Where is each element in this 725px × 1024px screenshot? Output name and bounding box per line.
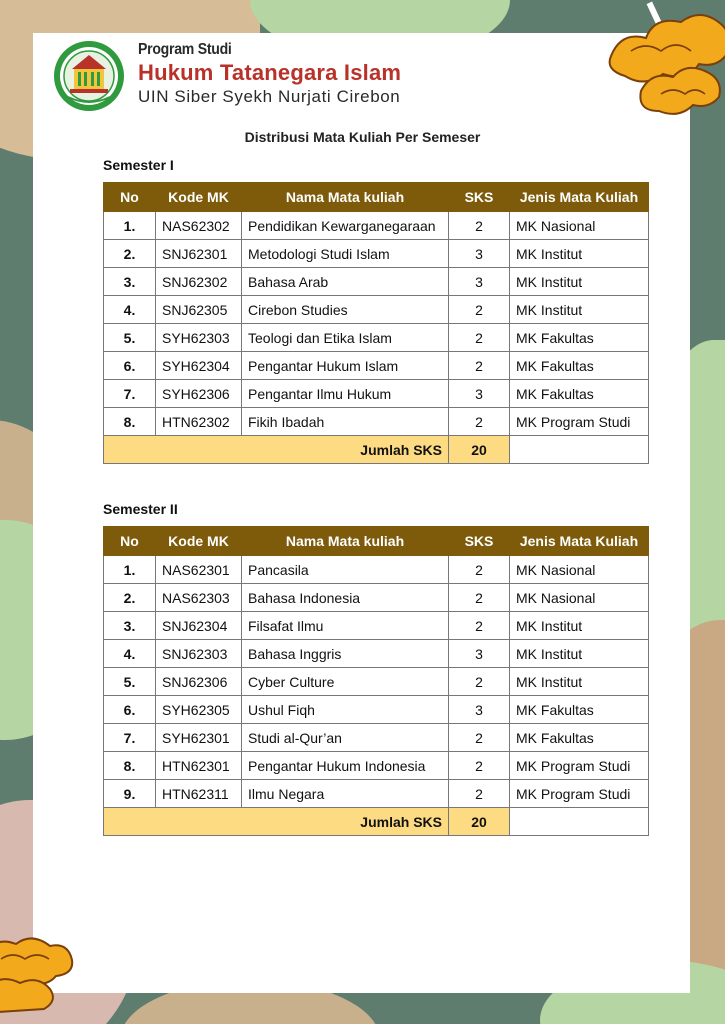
table-row <box>104 696 649 724</box>
cell-kode: NAS62303 <box>156 584 242 612</box>
column-header-kode: Kode MK <box>156 527 242 556</box>
cell-sks: 3 <box>449 268 510 296</box>
cell-kode: NAS62302 <box>156 212 242 240</box>
cell-nama: Pendidikan Kewarganegaraan <box>242 212 449 240</box>
cell-nama: Teologi dan Etika Islam <box>242 324 449 352</box>
total-row <box>104 436 649 464</box>
column-header-sks: SKS <box>449 527 510 556</box>
cell-jenis: MK Institut <box>510 640 649 668</box>
cell-nama: Bahasa Arab <box>242 268 449 296</box>
semester-1-table <box>103 182 649 464</box>
cell-kode: SYH62301 <box>156 724 242 752</box>
total-blank-cell <box>510 808 649 836</box>
table-row <box>104 240 649 268</box>
table-row <box>104 668 649 696</box>
cell-jenis: MK Fakultas <box>510 324 649 352</box>
cell-sks: 2 <box>449 724 510 752</box>
cell-jenis: MK Fakultas <box>510 696 649 724</box>
cell-sks: 2 <box>449 780 510 808</box>
column-header-jenis: Jenis Mata Kuliah <box>510 527 649 556</box>
table-row <box>104 640 649 668</box>
table-row <box>104 324 649 352</box>
cell-no: 3. <box>104 268 156 296</box>
cell-sks: 2 <box>449 612 510 640</box>
cloud-ornament-icon <box>591 6 725 131</box>
table-row <box>104 212 649 240</box>
table-row <box>104 296 649 324</box>
cell-no: 1. <box>104 556 156 584</box>
cell-jenis: MK Institut <box>510 668 649 696</box>
cell-nama: Filsafat Ilmu <box>242 612 449 640</box>
cell-kode: SNJ62304 <box>156 612 242 640</box>
cell-no: 6. <box>104 352 156 380</box>
cell-no: 8. <box>104 752 156 780</box>
cell-no: 6. <box>104 696 156 724</box>
cell-nama: Metodologi Studi Islam <box>242 240 449 268</box>
cell-nama: Bahasa Inggris <box>242 640 449 668</box>
cell-kode: SYH62305 <box>156 696 242 724</box>
cell-jenis: MK Institut <box>510 240 649 268</box>
cell-jenis: MK Nasional <box>510 556 649 584</box>
cell-nama: Pancasila <box>242 556 449 584</box>
cell-sks: 3 <box>449 380 510 408</box>
table-row <box>104 556 649 584</box>
cell-no: 5. <box>104 324 156 352</box>
column-header-nama: Nama Mata kuliah <box>242 183 449 212</box>
column-header-kode: Kode MK <box>156 183 242 212</box>
cell-no: 2. <box>104 240 156 268</box>
university-logo-icon <box>52 39 126 113</box>
cell-no: 8. <box>104 408 156 436</box>
cell-no: 4. <box>104 640 156 668</box>
cell-kode: SYH62303 <box>156 324 242 352</box>
table-row <box>104 612 649 640</box>
total-row <box>104 808 649 836</box>
cell-sks: 2 <box>449 668 510 696</box>
cell-jenis: MK Institut <box>510 268 649 296</box>
table-row <box>104 780 649 808</box>
semester-2-table <box>103 526 649 836</box>
cloud-ornament-icon <box>0 934 106 1014</box>
table-row <box>104 408 649 436</box>
cell-kode: NAS62301 <box>156 556 242 584</box>
cell-no: 5. <box>104 668 156 696</box>
cell-nama: Ilmu Negara <box>242 780 449 808</box>
cell-sks: 2 <box>449 752 510 780</box>
table-row <box>104 380 649 408</box>
column-header-sks: SKS <box>449 183 510 212</box>
cell-sks: 3 <box>449 640 510 668</box>
cell-jenis: MK Fakultas <box>510 380 649 408</box>
cell-sks: 2 <box>449 296 510 324</box>
program-name: Hukum Tatanegara Islam <box>138 60 402 85</box>
cell-jenis: MK Nasional <box>510 212 649 240</box>
cell-nama: Pengantar Hukum Indonesia <box>242 752 449 780</box>
table-row <box>104 752 649 780</box>
cell-sks: 3 <box>449 240 510 268</box>
cell-no: 7. <box>104 724 156 752</box>
total-label: Jumlah SKS <box>104 808 449 836</box>
cell-kode: SNJ62306 <box>156 668 242 696</box>
table-row <box>104 268 649 296</box>
cell-nama: Fikih Ibadah <box>242 408 449 436</box>
cell-no: 9. <box>104 780 156 808</box>
cell-kode: SNJ62301 <box>156 240 242 268</box>
cell-sks: 2 <box>449 352 510 380</box>
cell-no: 3. <box>104 612 156 640</box>
cell-kode: SNJ62302 <box>156 268 242 296</box>
cell-jenis: MK Program Studi <box>510 780 649 808</box>
cell-jenis: MK Program Studi <box>510 752 649 780</box>
cell-nama: Ushul Fiqh <box>242 696 449 724</box>
cell-kode: SYH62304 <box>156 352 242 380</box>
cell-kode: SNJ62305 <box>156 296 242 324</box>
cell-nama: Cirebon Studies <box>242 296 449 324</box>
column-header-nama: Nama Mata kuliah <box>242 527 449 556</box>
cell-nama: Bahasa Indonesia <box>242 584 449 612</box>
cell-sks: 2 <box>449 212 510 240</box>
cell-kode: HTN62301 <box>156 752 242 780</box>
university-name: UIN Siber Syekh Nurjati Cirebon <box>138 87 401 106</box>
total-blank-cell <box>510 436 649 464</box>
cell-jenis: MK Fakultas <box>510 352 649 380</box>
program-label: Program Studi <box>138 41 232 58</box>
cell-sks: 3 <box>449 696 510 724</box>
column-header-jenis: Jenis Mata Kuliah <box>510 183 649 212</box>
column-header-no: No <box>104 183 156 212</box>
cell-jenis: MK Nasional <box>510 584 649 612</box>
cell-kode: HTN62311 <box>156 780 242 808</box>
semester-1-label: Semester I <box>103 157 174 173</box>
total-sks: 20 <box>449 436 510 464</box>
document-title: Distribusi Mata Kuliah Per Semeser <box>244 129 481 145</box>
cell-jenis: MK Program Studi <box>510 408 649 436</box>
cell-kode: SYH62306 <box>156 380 242 408</box>
column-header-no: No <box>104 527 156 556</box>
cell-nama: Pengantar Hukum Islam <box>242 352 449 380</box>
cell-sks: 2 <box>449 324 510 352</box>
cell-sks: 2 <box>449 556 510 584</box>
total-sks: 20 <box>449 808 510 836</box>
cell-no: 4. <box>104 296 156 324</box>
cell-nama: Studi al-Qur’an <box>242 724 449 752</box>
cell-jenis: MK Fakultas <box>510 724 649 752</box>
semester-2-label: Semester II <box>103 501 178 517</box>
cell-no: 1. <box>104 212 156 240</box>
cell-nama: Pengantar Ilmu Hukum <box>242 380 449 408</box>
cell-sks: 2 <box>449 584 510 612</box>
table-row <box>104 584 649 612</box>
total-label: Jumlah SKS <box>104 436 449 464</box>
cell-sks: 2 <box>449 408 510 436</box>
cell-jenis: MK Institut <box>510 612 649 640</box>
cell-no: 2. <box>104 584 156 612</box>
cell-kode: SNJ62303 <box>156 640 242 668</box>
cell-nama: Cyber Culture <box>242 668 449 696</box>
table-row <box>104 724 649 752</box>
cell-jenis: MK Institut <box>510 296 649 324</box>
table-row <box>104 352 649 380</box>
cell-kode: HTN62302 <box>156 408 242 436</box>
cell-no: 7. <box>104 380 156 408</box>
